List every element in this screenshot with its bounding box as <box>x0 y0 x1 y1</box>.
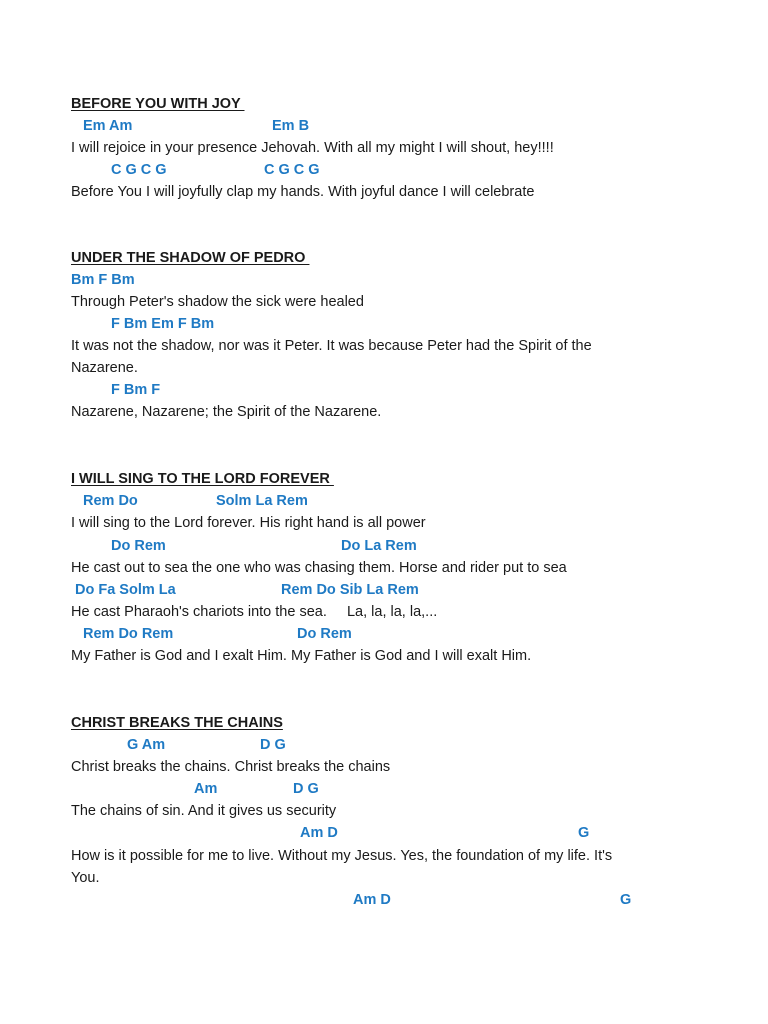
lyric-line: Christ breaks the chains. Christ breaks the chains <box>71 759 391 775</box>
chord-line: Rem Do Rem <box>83 626 174 642</box>
chord-line: Em Am <box>83 118 133 134</box>
chord-line: F Bm Em F Bm <box>111 316 215 332</box>
lyric-line: Nazarene. <box>71 360 138 376</box>
chord-line: D G <box>293 781 319 797</box>
chord-line: Am D <box>353 892 391 908</box>
chord-line: Rem Do Sib La Rem <box>281 582 419 598</box>
song-title: UNDER THE SHADOW OF PEDRO <box>71 250 310 266</box>
lyric-line: Through Peter's shadow the sick were healed <box>71 294 364 310</box>
chord-line: Am <box>194 781 218 797</box>
chord-line: Bm F Bm <box>71 272 135 288</box>
lyric-line: My Father is God and I exalt Him. My Father is God and I will exalt Him. <box>71 648 532 664</box>
lyric-line: The chains of sin. And it gives us security <box>71 803 337 819</box>
song-title: I WILL SING TO THE LORD FOREVER <box>71 471 334 487</box>
chord-line: Do La Rem <box>341 538 417 554</box>
chord-line: C G C G <box>264 162 320 178</box>
song-title: BEFORE YOU WITH JOY <box>71 96 245 112</box>
chord-line: G <box>578 825 590 841</box>
chord-line: Do Rem <box>111 538 166 554</box>
chord-line: Am D <box>300 825 338 841</box>
lyric-line: Before You I will joyfully clap my hands. With joyful dance I will celebrate <box>71 184 535 200</box>
chord-line: G <box>620 892 632 908</box>
chord-line: Rem Do <box>83 493 138 509</box>
chord-line: Solm La Rem <box>216 493 308 509</box>
chord-line: Do Fa Solm La <box>75 582 176 598</box>
lyric-line: I will rejoice in your presence Jehovah. With all my might I will shout, hey!!!! <box>71 140 554 156</box>
chord-line: D G <box>260 737 286 753</box>
lyric-line: He cast out to sea the one who was chasing them. Horse and rider put to sea <box>71 560 567 576</box>
lyric-line: How is it possible for me to live. Without my Jesus. Yes, the foundation of my life. It's <box>71 848 613 864</box>
chord-line: C G C G <box>111 162 167 178</box>
chord-line: Em B <box>272 118 310 134</box>
lyric-line: He cast Pharaoh's chariots into the sea. La, la, la, la,... <box>71 604 438 620</box>
lyric-line: Nazarene, Nazarene; the Spirit of the Nazarene. <box>71 404 382 420</box>
lyric-line: You. <box>71 870 100 886</box>
lyric-line: It was not the shadow, nor was it Peter. It was because Peter had the Spirit of the <box>71 338 592 354</box>
chord-line: F Bm F <box>111 382 161 398</box>
lyric-line: I will sing to the Lord forever. His right hand is all power <box>71 515 426 531</box>
chord-line: Do Rem <box>297 626 352 642</box>
song-title: CHRIST BREAKS THE CHAINS <box>71 715 283 731</box>
chord-line: G Am <box>127 737 166 753</box>
